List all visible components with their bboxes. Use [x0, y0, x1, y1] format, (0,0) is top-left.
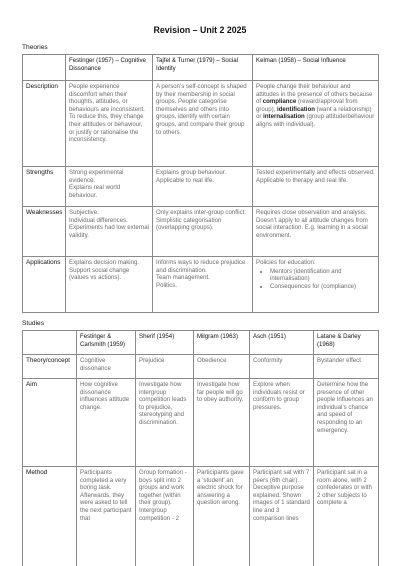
theories-col-festinger: Festinger (1957) – Cognitive Dissonance: [66, 55, 153, 81]
theories-row-applications: [23, 257, 379, 313]
row-label-applications: Applications: [23, 257, 66, 313]
kelman-policy-list: [256, 268, 375, 291]
weakness-line: Experiments had low external validity.: [69, 224, 149, 239]
method-cell: Participants gave a ‘student’ an electric shock for answering a question wrong.: [194, 467, 250, 566]
applications-tajfel: [153, 257, 253, 313]
strengths-kelman: [253, 167, 379, 207]
theories-row-weaknesses: [23, 207, 379, 257]
strength-line: Explains real world behaviour.: [69, 184, 121, 199]
applications-kelman: [253, 257, 379, 313]
theories-label: Theories: [22, 44, 48, 51]
kelman-internalisation: internalisation: [263, 113, 305, 121]
theory-cell: Obedience: [194, 355, 250, 379]
application-line: Policies for education:: [256, 259, 316, 266]
description-kelman: [253, 81, 379, 167]
aim-cell: Explore when individuals resist or conform to group pressures.: [250, 379, 314, 467]
studies-col-latane: Latane & Darley (1968): [314, 331, 379, 355]
theories-col-tajfel: Tajfel & Turner (1979) – Social Identity: [153, 55, 253, 81]
theory-cell: Cognitive dissonance: [77, 355, 136, 379]
application-line: Politics.: [156, 281, 177, 289]
strength-line: Applicable to real life.: [156, 176, 214, 184]
application-line: Informs ways to reduce prejudice and discrimination.: [156, 259, 246, 274]
weaknesses-festinger: [66, 207, 153, 257]
weakness-line: Only explains inter-group conflict.: [156, 209, 247, 216]
row-label-description: Description: [23, 81, 66, 167]
row-label-strengths: Strengths: [23, 167, 66, 207]
studies-col-milgram: Milgram (1963): [194, 331, 250, 355]
description-tajfel: A person’s self-concept is shaped by their membership in social groups. People categorise themselves and others into groups, identify with certain groups, and compare their group to others.: [153, 81, 253, 167]
row-label-method: Method: [23, 467, 77, 566]
row-label-aim: Aim: [23, 379, 77, 467]
row-label-weaknesses: Weaknesses: [23, 207, 66, 257]
kelman-compliance: compliance: [262, 98, 297, 106]
strengths-festinger: [66, 167, 153, 207]
studies-clip: [0, 328, 400, 566]
row-label-theory: Theory/concept: [23, 355, 77, 379]
studies-table: [22, 330, 379, 566]
kelman-policy-item: • Mentors (identification and internalisation): [270, 268, 375, 283]
page-title: Revision – Unit 2 2025: [153, 25, 247, 35]
studies-col-asch: Asch (1951): [250, 331, 314, 355]
theories-corner-cell: [23, 55, 66, 81]
theories-col-kelman: Kelman (1958) – Social Influence: [253, 55, 379, 81]
weaknesses-tajfel: [153, 207, 253, 257]
weakness-line: Simplistic categorisation (overlapping groups).: [156, 216, 222, 232]
aim-cell: Investigate how far people will go to obey authority.: [194, 379, 250, 467]
weaknesses-kelman: [253, 207, 379, 257]
theories-table: [22, 54, 379, 313]
studies-header-row: [23, 331, 379, 355]
kelman-text-a: People change their behaviour and attitudes in the presence of others because of: [256, 83, 373, 106]
weakness-line: Doesn’t apply to all attitude changes from social interaction. E.g. learning in a social environment.: [256, 216, 368, 239]
theory-cell: Prejudice: [136, 355, 194, 379]
applications-festinger: [66, 257, 153, 313]
strength-line: Strong experimental evidence.: [69, 169, 124, 184]
theory-cell: Conformity: [250, 355, 314, 379]
studies-col-sherif: Sherif (1954): [136, 331, 194, 355]
kelman-identification: identification: [277, 105, 315, 113]
studies-col-festinger: Festinger & Carlsmith (1959): [77, 331, 136, 355]
application-line: Team management.: [156, 274, 210, 282]
studies-row-theory: [23, 355, 379, 379]
method-cell: Participant sat in a room alone, with 2 confederates or with 2 other subjects to complete a: [314, 467, 379, 566]
weakness-line: Individual differences.: [69, 216, 128, 224]
kelman-text-e: (want a relationship) or: [256, 105, 372, 121]
aim-cell: Determine how the presence of other people influences an individual’s chance and speed of responding to an emergency.: [314, 379, 379, 467]
kelman-text-g: (group attitude/behaviour aligns with individual).: [256, 113, 375, 128]
theories-row-strengths: [23, 167, 379, 207]
description-festinger: People experience discomfort when their thoughts, attitudes, or behaviours are inconsistent. To reduce this, they change their attitudes or behaviour, or justify or rationalise the inconsistency.: [66, 81, 153, 167]
application-line: Support social change (values vs actions).: [69, 266, 130, 282]
method-cell: Participants completed a very boring task. Afterwards, they were asked to tell the next participant that: [77, 467, 136, 566]
weakness-line: Requires close observation and analysis.: [256, 209, 367, 216]
theories-row-description: [23, 81, 379, 167]
kelman-text-c: (reward/approval from group),: [256, 98, 358, 113]
aim-cell: How cognitive dissonance influences attitude change.: [77, 379, 136, 467]
aim-cell: Investigate how intergroup competition leads to prejudice, stereotyping and discrimination.: [136, 379, 194, 467]
theories-header-row: [23, 55, 379, 81]
studies-row-aim: [23, 379, 379, 467]
weakness-line: Subjective.: [69, 209, 99, 216]
kelman-policy-item: • Consequences for (compliance): [270, 283, 375, 291]
strength-line: Applicable to therapy and real life.: [256, 176, 348, 184]
method-cell: Participant sat with 7 peers (6th chair). Deceptive purpose explained. Shown images of 1 standard line and 3 comparison lines: [250, 467, 314, 566]
method-cell: Group formation - boys split into 2 groups and work together (within their group). Intergroup competition - 2: [136, 467, 194, 566]
strength-line: Explains group behaviour.: [156, 169, 227, 176]
studies-label: Studies: [22, 320, 44, 327]
studies-row-method: [23, 467, 379, 566]
application-line: Explains decision making.: [69, 259, 140, 266]
strength-line: Tested experimentally and effects observed.: [256, 169, 375, 176]
strengths-tajfel: [153, 167, 253, 207]
theory-cell: Bystander effect: [314, 355, 379, 379]
studies-corner-cell: [23, 331, 77, 355]
